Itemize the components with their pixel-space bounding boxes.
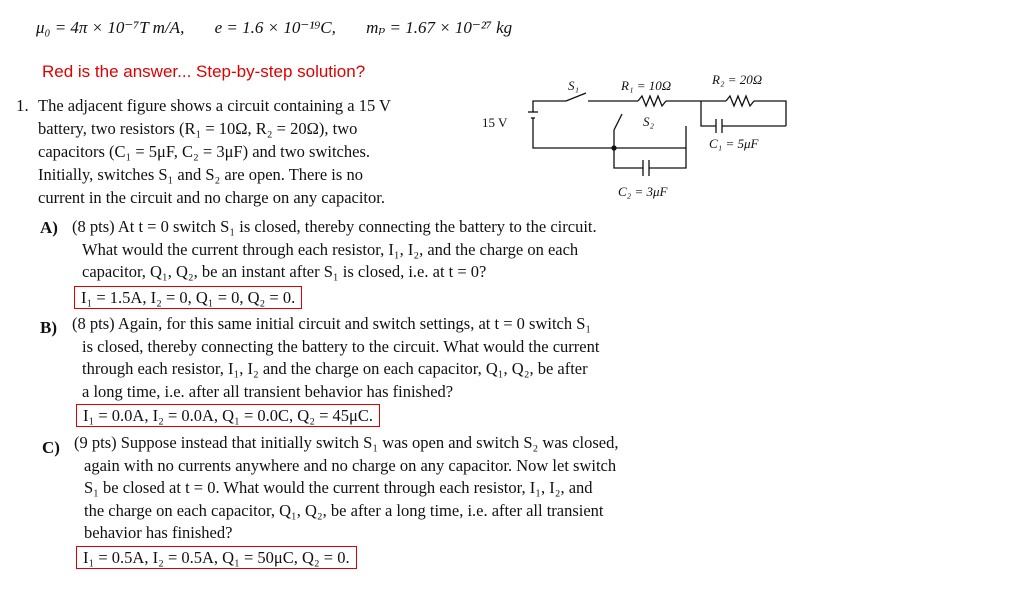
part-b-letter: B): [40, 318, 57, 337]
wire-left-top: [533, 101, 566, 112]
part-b-line: is closed, thereby connecting the battery to the circuit. What would the current: [82, 336, 600, 356]
part-a-letter: A): [40, 218, 58, 237]
c1-label: C₁ = 5μF: [709, 136, 759, 151]
r2-label: R₂ = 20Ω: [712, 72, 763, 87]
part-c-line: behavior has finished?: [84, 523, 233, 542]
problem-line: The adjacent figure shows a circuit containing a 15 V: [38, 96, 391, 115]
wire-c2-left: [614, 148, 643, 168]
circuit-diagram: [476, 68, 796, 204]
wire-left-bottom: [533, 118, 614, 148]
part-c-line: the charge on each capacitor, Q₁, Q₂, be after a long time, i.e. after all transient: [84, 500, 604, 520]
part-b-line: (8 pts) Again, for this same initial circuit and switch settings, at t = 0 switch S₁: [72, 314, 592, 333]
part-c-line: (9 pts) Suppose instead that initially switch S₁ was open and switch S₂ was closed,: [74, 433, 619, 452]
part-a-answer: I₁ = 1.5A, I₂ = 0, Q₁ = 0, Q₂ = 0.: [74, 286, 302, 309]
part-b-text: [72, 313, 599, 403]
problem-statement: [38, 94, 391, 209]
problem-line: battery, two resistors (R₁ = 10Ω, R₂ = 20Ω), two: [38, 119, 358, 138]
part-a-text: [72, 216, 597, 284]
wire-c1-left: [701, 101, 716, 126]
part-b-line: through each resistor, I₁, I₂ and the charge on each capacitor, Q₁, Q₂, be after: [82, 359, 588, 378]
wire-c2-right: [649, 148, 686, 168]
part-c-text: [74, 432, 618, 545]
part-c-answer: I₁ = 0.5A, I₂ = 0.5A, Q₁ = 50μC, Q₂ = 0.: [76, 546, 357, 569]
problem-line: Initially, switches S₁ and S₂ are open. There is no: [38, 165, 363, 184]
r1-label: R₁ = 10Ω: [621, 78, 672, 93]
wire-lower-right: [614, 126, 686, 148]
switch-s2-blade: [614, 114, 622, 130]
problem-line: current in the circuit and no charge on any capacitor.: [38, 188, 385, 207]
part-a-line: What would the current through each resistor, I₁, I₂, and the charge on each: [82, 239, 579, 259]
part-a-line: (8 pts) At t = 0 switch S₁ is closed, thereby connecting the battery to the circuit.: [72, 217, 597, 236]
resistor-r1-zigzag: [638, 96, 666, 106]
problem-number: 1.: [16, 96, 29, 115]
red-note: Red is the answer... Step-by-step solution?: [42, 62, 366, 81]
s1-label: S₁: [568, 78, 580, 93]
switch-s1-blade: [566, 93, 586, 101]
proton-mass-constant: mₚ = 1.67 × 10⁻²⁷ kg: [366, 18, 513, 37]
wire-right-top: [754, 101, 786, 126]
s2-label: S₂: [643, 114, 655, 129]
resistor-r2-zigzag: [726, 96, 754, 106]
part-a-line: capacitor, Q₁, Q₂, be an instant after S₁ is closed, i.e. at t = 0?: [82, 262, 487, 281]
physical-constants: [36, 18, 512, 38]
c2-label: C₂ = 3μF: [618, 184, 668, 199]
part-b-answer: I₁ = 0.0A, I₂ = 0.0A, Q₁ = 0.0C, Q₂ = 45μC.: [76, 404, 380, 427]
part-c-line: again with no currents anywhere and no charge on any capacitor. Now let switch: [84, 455, 617, 475]
electron-charge-constant: e = 1.6 × 10⁻¹⁹C,: [214, 18, 336, 37]
mu0-constant: μ₀ = 4π × 10⁻⁷T m/A,: [36, 18, 185, 37]
battery-label: 15 V: [482, 115, 508, 130]
problem-line: capacitors (C₁ = 5μF, C₂ = 3μF) and two switches.: [38, 142, 370, 161]
part-c-letter: C): [42, 438, 60, 457]
part-b-line: a long time, i.e. after all transient behavior has finished?: [82, 381, 454, 401]
part-c-line: S₁ be closed at t = 0. What would the current through each resistor, I₁, I₂, and: [84, 478, 593, 497]
